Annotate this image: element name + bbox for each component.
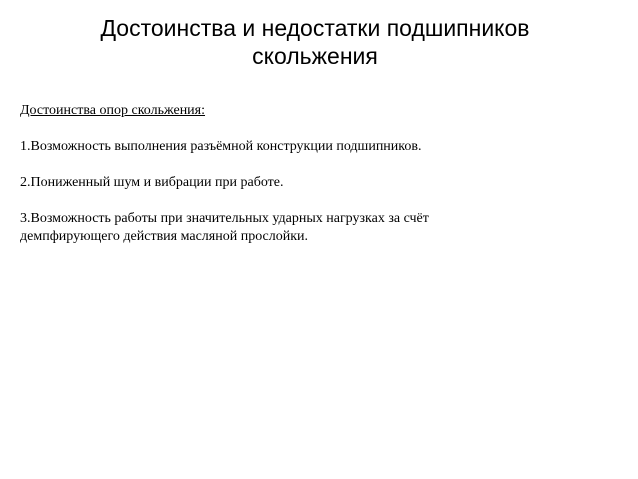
advantage-item-3-text-line-2: демпфирующего действия масляной прослойки. (20, 229, 309, 244)
advantage-item-2 (20, 174, 620, 192)
slide-title-line-2: скольжения (252, 43, 378, 69)
slide-title-line-1: Достоинства и недостатки подшипников (100, 15, 530, 41)
slide-body (20, 102, 620, 264)
advantage-item-2-text: 2.Пониженный шум и вибрации при работе. (20, 175, 284, 190)
advantage-item-1-text: 1.Возможность выполнения разъёмной конструкции подшипников. (20, 139, 422, 154)
advantage-item-1 (20, 138, 620, 156)
advantages-subheading: Достоинства опор скольжения: (20, 103, 206, 118)
advantage-item-3 (20, 210, 620, 246)
slide-title (60, 14, 570, 70)
advantage-item-3-text-line-1: 3.Возможность работы при значительных ударных нагрузках за счёт (20, 211, 429, 226)
